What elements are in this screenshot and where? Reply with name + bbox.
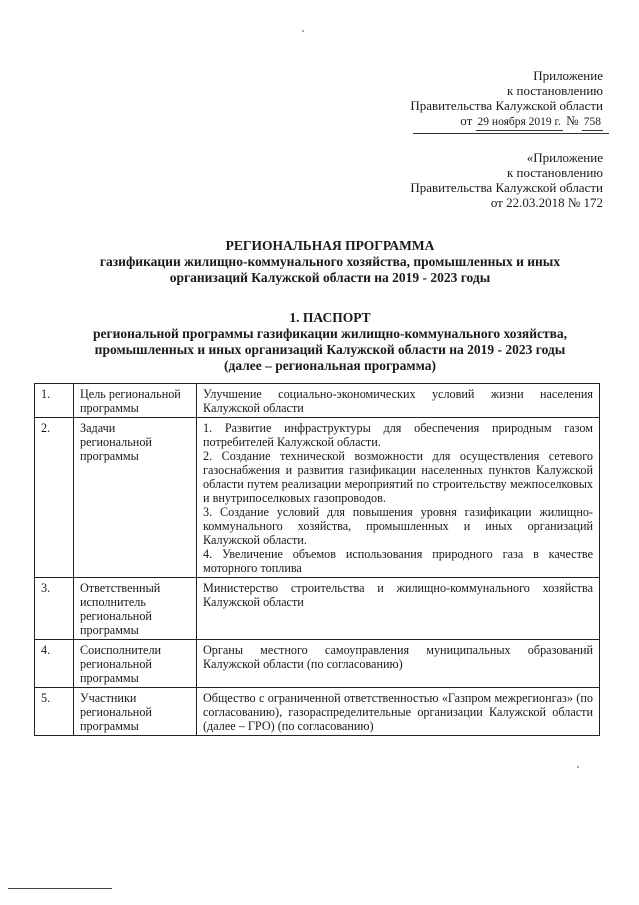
appendix-line: к постановлению bbox=[506, 165, 603, 180]
row-label: Ответственный исполнитель региональной программы bbox=[74, 578, 197, 640]
appendix-line: Правительства Калужской области bbox=[410, 180, 603, 195]
passport-title-line: региональной программы газификации жилищно-коммунального хозяйства, bbox=[92, 326, 568, 341]
resolution-date-line bbox=[410, 113, 603, 131]
row-paragraph: 3. Создание условий для повышения уровня газификации жилищно-коммунального хозяйства, промышленных и иных организаций Калужской области. bbox=[203, 505, 593, 547]
appendix-line: к постановлению bbox=[506, 83, 603, 98]
appendix-line: от 22.03.2018 № 172 bbox=[490, 195, 603, 210]
row-number: 3. bbox=[35, 578, 74, 640]
row-label: Задачи региональной программы bbox=[74, 418, 197, 578]
appendix-header-old bbox=[410, 150, 603, 210]
appendix-line: «Приложение bbox=[526, 150, 603, 165]
row-number: 4. bbox=[35, 640, 74, 688]
program-title-line: организаций Калужской области на 2019 - 2023 годы bbox=[169, 270, 491, 285]
scan-speck bbox=[302, 30, 304, 32]
row-label: Участники региональной программы bbox=[74, 688, 197, 736]
appendix-line: Приложение bbox=[533, 68, 603, 83]
passport-title-line: промышленных и иных организаций Калужской области на 2019 - 2023 годы bbox=[94, 342, 566, 357]
row-number: 1. bbox=[35, 384, 74, 418]
row-paragraph: 4. Увеличение объемов использования природного газа в качестве моторного топлива bbox=[203, 547, 593, 575]
row-number: 2. bbox=[35, 418, 74, 578]
row-value bbox=[197, 640, 600, 688]
row-paragraph: Улучшение социально-экономических условий жизни населения Калужской области bbox=[203, 387, 593, 415]
row-label: Цель региональной программы bbox=[74, 384, 197, 418]
row-paragraph: Общество с ограниченной ответственностью «Газпром межрегионгаз» (по согласованию), газораспределительные организации Калужской области (далее – ГРО) (по согласованию) bbox=[203, 691, 593, 733]
row-value bbox=[197, 578, 600, 640]
row-value bbox=[197, 688, 600, 736]
row-paragraph: 2. Создание технической возможности для осуществления сетевого газоснабжения и развития газификации населенных пунктов Калужской области путем реализации мероприятий по строительству межпоселковых и внутрипоселковых газопроводов. bbox=[203, 449, 593, 505]
number-label: № bbox=[566, 113, 579, 128]
appendix-line: Правительства Калужской области bbox=[410, 98, 603, 113]
row-label: Соисполнители региональной программы bbox=[74, 640, 197, 688]
appendix-header-new bbox=[410, 68, 603, 131]
table-row bbox=[35, 418, 600, 578]
row-value bbox=[197, 418, 600, 578]
table-row bbox=[35, 640, 600, 688]
footnote-separator-line bbox=[8, 888, 112, 889]
resolution-date: 29 ноября 2019 г. bbox=[476, 115, 563, 131]
table-row bbox=[35, 578, 600, 640]
passport-table bbox=[34, 383, 600, 736]
program-title bbox=[60, 238, 600, 286]
table-row bbox=[35, 688, 600, 736]
from-label: от bbox=[460, 113, 473, 128]
passport-title-line: (далее – региональная программа) bbox=[224, 358, 436, 373]
row-paragraph: Министерство строительства и жилищно-коммунального хозяйства Калужской области bbox=[203, 581, 593, 609]
program-title-line: РЕГИОНАЛЬНАЯ ПРОГРАММА bbox=[225, 238, 435, 253]
row-value bbox=[197, 384, 600, 418]
resolution-number: 758 bbox=[582, 115, 603, 131]
passport-title-line: 1. ПАСПОРТ bbox=[289, 310, 371, 325]
row-paragraph: 1. Развитие инфраструктуры для обеспечения природным газом потребителей Калужской области. bbox=[203, 421, 593, 449]
passport-title bbox=[60, 310, 600, 374]
row-paragraph: Органы местного самоуправления муниципальных образований Калужской области (по согласованию) bbox=[203, 643, 593, 671]
signature-underline bbox=[413, 133, 609, 134]
table-row bbox=[35, 384, 600, 418]
scan-speck bbox=[577, 766, 579, 768]
program-title-line: газификации жилищно-коммунального хозяйства, промышленных и иных bbox=[99, 254, 561, 269]
row-number: 5. bbox=[35, 688, 74, 736]
